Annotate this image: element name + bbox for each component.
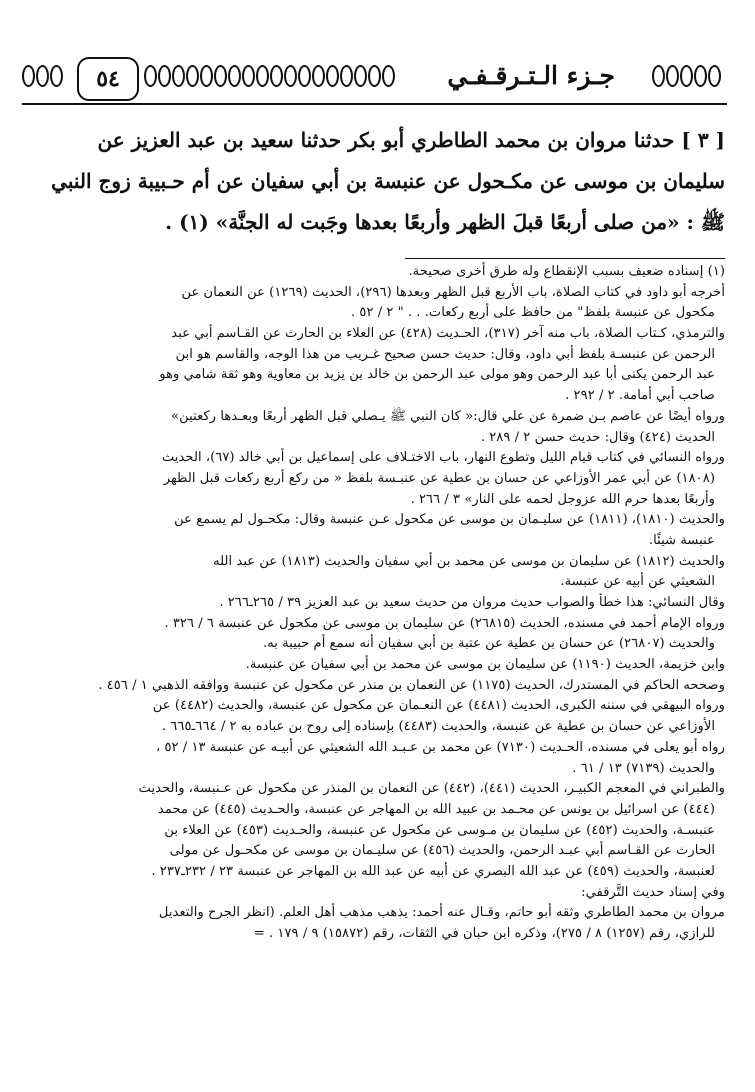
footnote-line: (١) إسناده ضعيف بسبب الإنقطاع وله طرق أخرى صحيحة.	[408, 264, 725, 279]
footnote-line: (٤٤٤) عن اسرائيل بن يونس عن محـمد بن عبيد الله بن المهاجر عن عنبسة، والحـديث (٤٤٥) عن محمد	[157, 801, 715, 817]
footnote-line: والحديث (١٨١٢) عن سليمان بن موسى عن محمد بن أبي سفيان والحديث (١٨١٣) عن عبد الله	[213, 553, 725, 569]
footnote-line: عنبسـة، والحديث (٤٥٢) عن سليمان بن مـوسى عن مكحول عن عنبسة، والحـديث (٤٥٣) عن العلاء بن	[164, 822, 715, 838]
footnote-line: للرازي، رقم (١٢٥٧) ٨ / ٢٧٥)، وذكره ابن حبان في الثقات، رقم (١٥٨٧٢) ٩ / ١٧٩ . =	[253, 926, 715, 941]
footnote-line: وقال النسائي: هذا خطأ والصواب حديث مروان من حديث سعيد بن عبد العزيز ٣٩ / ٢٦٥ـ٢٦٦ .	[219, 595, 725, 610]
hadith-text	[35, 120, 725, 243]
footnote-line: ورواه النسائي في كتاب قيام الليل وتطوع النهار، باب الاختـلاف على إسماعيل بن أبي خالد (٦٧)، الحديث	[161, 450, 725, 466]
footnote-line: والطبراني في المعجم الكبيـر، الحديث (٤٤١)، (٤٤٢) عن النعمان بن المنذر عن مكحول عن عـنبسة، والحديث	[138, 781, 725, 797]
footnote-separator	[405, 258, 725, 259]
footnote-line: وأربعًا بعدها حرم الله عزوجل لحمه على النار» ٣ / ٢٦٦ .	[410, 491, 715, 507]
footnote-line: الحارث عن القـاسم أبي عبـد الرحمن، والحديث (٤٥٦) عن سليـمان بن موسى عن مكحـول عن مولى	[169, 843, 715, 859]
footnote-line: أخرجه أبو داود في كتاب الصلاة، باب الأربع قبل الظهر وبعدها (٢٩٦)، الحديث (١٢٦٩) عن النعمان عن	[181, 284, 725, 300]
footnote-line: الشعيثي عن أبيه عن عنبسة.	[560, 574, 715, 590]
header-rule	[22, 103, 727, 105]
footnote-line: مروان بن محمد الطاطري وثقه أبو حاتم، وقـال عنه أحمد: يذهب مذهب أهل العلم. (انظر الجرح والتعديل	[158, 905, 725, 921]
hadith-line: سليمان بن موسى عن مكـحول عن عنبسة بن أبي سفيان عن أم حـبيبة زوج النبي	[51, 169, 725, 193]
footnote-line: (١٨٠٨) عن أبي عمر الأوزاعي عن حسان بن عطية عن عنبـسة بلفظ « من ركع أربع ركعات قبل الظهر	[163, 470, 715, 486]
footnote-line: ورواه أيضًا عن عاصم بـن ضمرة عن علي قال:« كان النبي ﷺ يـصلي قبل الظهر أربعًا وبعـدها ركعتين»	[171, 408, 725, 424]
footnote-line: عبد الرحمن يكنى أبا عبد الرحمن وهو مولى عبد الرحمن بن خالد بن يزيد بن معاوية وهو ثقة شامي وهو	[159, 367, 715, 383]
footnote-line: والحديث (٧١٣٩) ١٣ / ٦١ .	[572, 760, 715, 776]
footnote-line: والترمذي، كـتاب الصلاة، باب منه آخر (٣١٧)، الحـديث (٤٢٨) عن العلاء بن الحارث عن القـاسم أبي عبد	[171, 326, 725, 342]
ornament-right	[652, 65, 727, 91]
page-number: ٥٤	[77, 57, 139, 101]
header-title: جـزء الـتـرقـفـي	[447, 61, 615, 90]
hadith-line: [ ٣ ] حدثنا مروان بن محمد الطاطري أبو بكر حدثنا سعيد بن عبد العزيز عن	[97, 128, 725, 152]
footnote-line: ورواه البيهقي في سننه الكبرى، الحديث (٤٤٨١) عن النعـمان عن مكحول عن عنبسة، والحديث (٤٤٨٢) عن	[152, 698, 725, 714]
ornament-left	[22, 65, 70, 91]
footnote-line: والحديث (٢٦٨٠٧) عن حسان بن عطية عن عتبة بن أبي سفيان أنه سمع أم حبيبة به.	[263, 636, 715, 652]
footnote-line: الأوزاعي عن حسان بن عطية عن عنبسة، والحديث (٤٤٨٣) بإسناده إلى روح بن عباده به ٢ / ٦٦٤ـ٦٦٥ .	[161, 719, 715, 735]
page-header	[22, 55, 727, 115]
footnote-line: الرحمن عن عنبسـة بلفظ أبي داود، وقال: حديث حسن صحيح غـريب من هذا الوجه، والقاسم هو ابن	[175, 346, 715, 362]
ornament-middle	[144, 65, 398, 91]
footnote-line: صاحب أبي أمامة. ٢ / ٢٩٢ .	[565, 388, 715, 404]
footnote-line: مكحول عن عنبسة بلفظ" من حافظ على أربع ركعات. . . " ٢ / ٥٢ .	[350, 305, 715, 321]
footnote-line: وفي إسناد حديث التَّرقفي:	[581, 884, 725, 900]
footnote-line: عنبسة شيئًا.	[648, 532, 715, 548]
footnote-line: وابن خزيمة، الحديث (١١٩٠) عن سليمان بن موسى عن محمد بن أبي سفيان عن عنبسة.	[245, 657, 725, 673]
footnote-line: والحديث (١٨١٠)، (١٨١١) عن سليـمان بن موسى عن مكحول عـن عنبسة وقال: مكحـول لم يسمع عن	[174, 512, 725, 528]
footnote-line: رواه أبو يعلى في مسنده، الحـديث (٧١٣٠) عن محمد بن عـبـد الله الشعيثي عن أبيـه عن عنبسة ١٣ / ٥٢ ،	[155, 739, 725, 755]
footnote-line: ورواه الإمام أحمد في مسنده، الحديث (٢٦٨١٥) عن سليمان بن موسى عن مكحول عن عنبسة ٦ / ٣٢٦ .	[164, 615, 725, 631]
footnote-line: الحديث (٤٢٤) وقال: حديث حسن ٢ / ٢٨٩ .	[480, 429, 715, 445]
footnotes	[27, 262, 725, 945]
footnote-line: لعنبسة، والحديث (٤٥٩) عن عبد الله البصري عن أبيه عن عبد الله بن المهاجر عن عنبسة ٢٣ / ٢٣٢ـ٢٣٧ .	[151, 863, 715, 879]
hadith-line: ﷺ : «من صلى أربعًا قبلَ الظهر وأربعًا بعدها وجَبت له الجنَّة» (١) .	[165, 210, 725, 234]
footnote-line: وصححه الحاكم في المستدرك، الحديث (١١٧٥) عن النعمان بن منذر عن مكحول عن عنبسة ووافقه الذهبي ١ / ٤٥٦ .	[98, 677, 725, 693]
